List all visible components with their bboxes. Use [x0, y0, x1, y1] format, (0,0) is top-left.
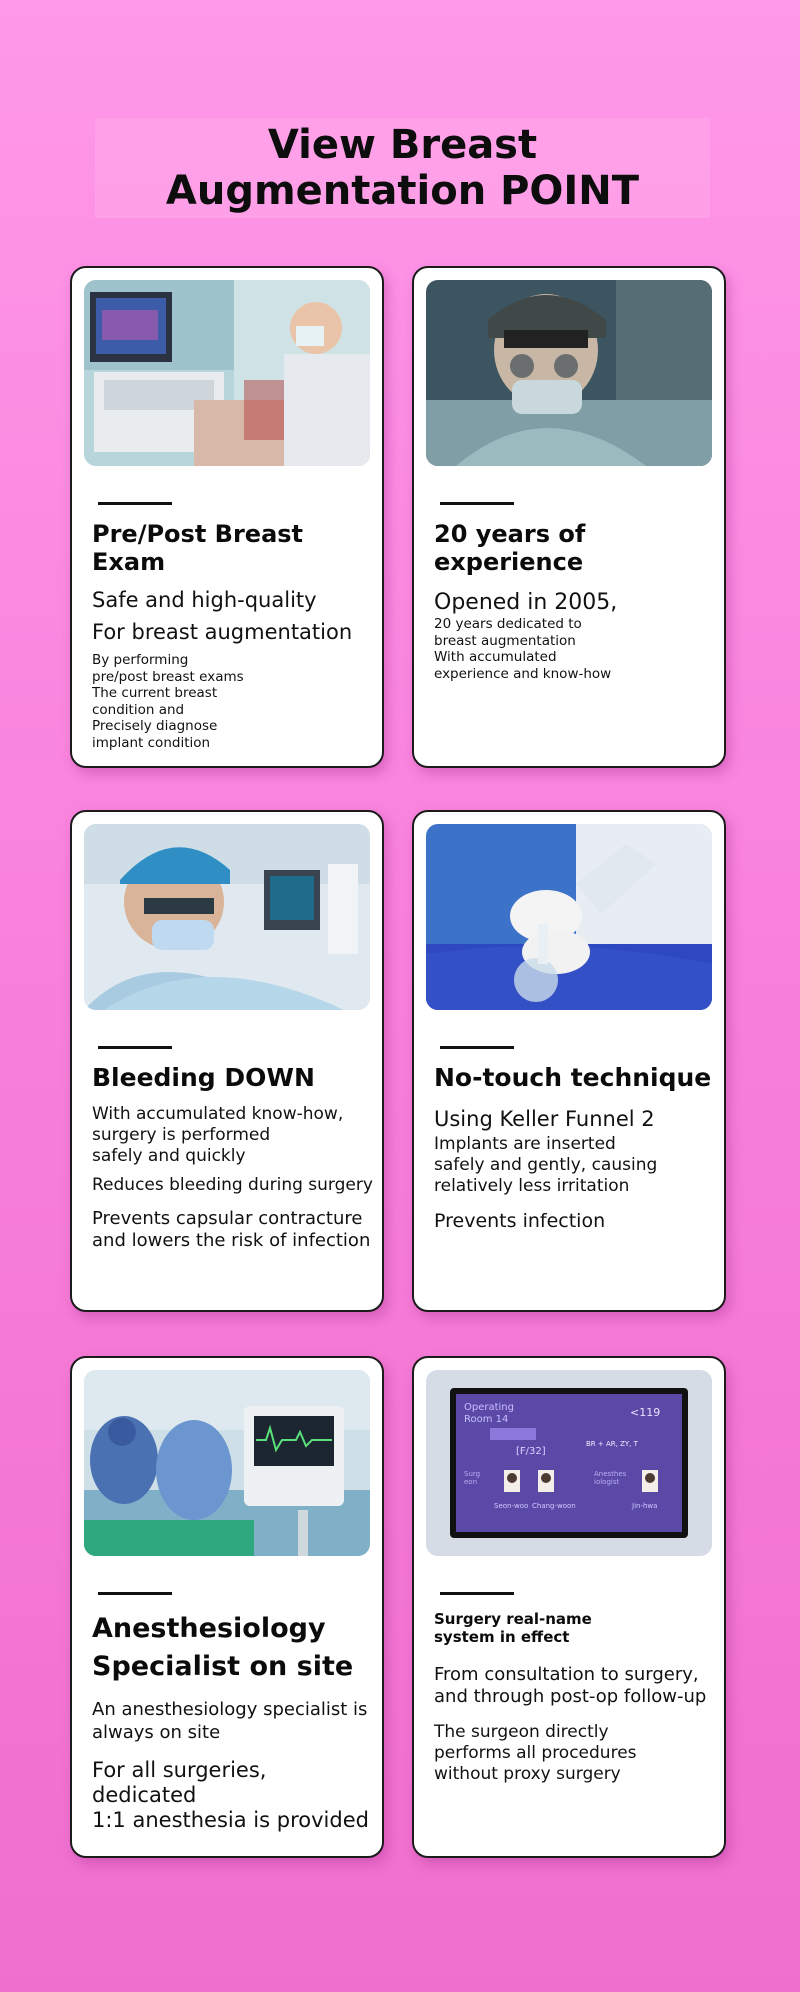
- paragraph-line: With accumulated know-how,: [92, 1104, 344, 1124]
- card-detail: [92, 652, 376, 751]
- paragraph-line: safely and gently, causing: [434, 1155, 658, 1175]
- anesthesia-monitor-photo: [84, 1370, 370, 1556]
- heading-line: Surgery real-name: [434, 1610, 592, 1628]
- card-subtitle: Using Keller Funnel 2: [434, 1107, 655, 1131]
- paragraph-line: An anesthesiology specialist is: [92, 1699, 368, 1720]
- detail-line: By performing: [92, 652, 189, 668]
- surgeon-headlight-photo: [426, 280, 712, 466]
- card-bleeding-down: [70, 810, 384, 1312]
- card-heading: Bleeding DOWN: [92, 1063, 315, 1092]
- paragraph-line: Prevents capsular contracture: [92, 1208, 363, 1229]
- screen-label: Surg: [464, 1470, 481, 1478]
- paragraph-line: The surgeon directly: [434, 1722, 609, 1742]
- keller-funnel-photo: [426, 824, 712, 1010]
- detail-line: implant condition: [92, 734, 211, 751]
- card-content: [92, 1610, 376, 1833]
- card-paragraph: [92, 1208, 376, 1252]
- ultrasound-exam-photo: [84, 280, 370, 466]
- card-content: [434, 520, 718, 682]
- operating-room-screen-photo: [426, 1370, 712, 1556]
- card-anesthesiology: [70, 1356, 384, 1858]
- detail-line: The current breast: [92, 685, 218, 701]
- heading-line: Anesthesiology: [92, 1613, 326, 1644]
- screen-procedure: BR + AR, ZY, T: [586, 1440, 638, 1448]
- paragraph-line: safely and quickly: [92, 1146, 246, 1166]
- detail-line: breast augmentation: [434, 632, 576, 649]
- detail-line: experience and know-how: [434, 665, 612, 682]
- paragraph-line: and through post-op follow-up: [434, 1686, 707, 1707]
- card-no-touch: [412, 810, 726, 1312]
- detail-line: 20 years dedicated to: [434, 616, 582, 632]
- paragraph-line: For all surgeries, dedicated: [92, 1758, 267, 1807]
- screen-room-label: Operating: [464, 1402, 514, 1413]
- card-heading: [434, 1610, 718, 1646]
- card-detail: [434, 616, 718, 682]
- screen-code: [F/32]: [516, 1446, 546, 1457]
- card-content: [434, 1064, 718, 1233]
- subtitle-line: Safe and high-quality: [92, 588, 317, 612]
- heading-line: Specialist on site: [92, 1651, 354, 1682]
- title-line-1: View Breast: [267, 122, 538, 168]
- card-paragraph: [434, 1134, 718, 1197]
- screen-name: Jin-hwa: [632, 1502, 658, 1510]
- paragraph-line: 1:1 anesthesia is provided: [92, 1808, 369, 1832]
- detail-line: Precisely diagnose: [92, 718, 218, 734]
- screen-label: Anesthes: [594, 1470, 627, 1478]
- card-real-name-system: [412, 1356, 726, 1858]
- paragraph-line: and lowers the risk of infection: [92, 1230, 371, 1251]
- screen-name: Seon-woo: [494, 1502, 529, 1510]
- detail-line: condition and: [92, 701, 185, 718]
- card-paragraph: Prevents infection: [434, 1210, 606, 1232]
- detail-line: With accumulated: [434, 649, 557, 665]
- divider: [98, 1592, 172, 1595]
- card-heading: Pre/Post Breast Exam: [92, 520, 304, 576]
- paragraph-line: relatively less irritation: [434, 1176, 630, 1196]
- card-content: [92, 1064, 376, 1252]
- paragraph-line: surgery is performed: [92, 1125, 271, 1145]
- paragraph-line: performs all procedures: [434, 1743, 637, 1763]
- card-paragraph: [92, 1104, 376, 1167]
- paragraph-line: without proxy surgery: [434, 1764, 621, 1784]
- paragraph-line: Implants are inserted: [434, 1134, 616, 1154]
- heading-line: system in effect: [434, 1628, 570, 1646]
- paragraph-line: always on site: [92, 1722, 221, 1743]
- card-content: [434, 1610, 718, 1785]
- title-line-2: Augmentation POINT: [165, 168, 640, 214]
- detail-line: pre/post breast exams: [92, 668, 244, 685]
- card-paragraph: [434, 1664, 718, 1708]
- card-content: [92, 520, 376, 751]
- paragraph-line: From consultation to surgery,: [434, 1664, 699, 1685]
- screen-label: iologist: [594, 1478, 620, 1486]
- divider: [98, 1046, 172, 1049]
- divider: [98, 502, 172, 505]
- card-breast-exam: [70, 266, 384, 768]
- screen-label: eon: [464, 1478, 478, 1486]
- page-title: [166, 122, 639, 214]
- divider: [440, 502, 514, 505]
- card-heading: No-touch technique: [434, 1063, 712, 1092]
- title-banner: [95, 118, 710, 218]
- card-paragraph: [92, 1698, 376, 1744]
- divider: [440, 1592, 514, 1595]
- card-paragraph: [92, 1758, 376, 1833]
- surgeon-operating-photo: [84, 824, 370, 1010]
- screen-room-label: Room 14: [464, 1414, 509, 1425]
- card-heading: [92, 1610, 376, 1686]
- screen-name: Chang-woon: [532, 1502, 576, 1510]
- card-subtitle: Opened in 2005,: [434, 590, 618, 615]
- card-paragraph: [434, 1722, 718, 1785]
- card-experience: [412, 266, 726, 768]
- divider: [440, 1046, 514, 1049]
- card-heading: 20 years of experience: [434, 520, 586, 576]
- screen-number: <119: [630, 1406, 661, 1419]
- card-subtitle: [92, 586, 376, 646]
- paragraph-line: Reduces bleeding during surgery: [92, 1175, 373, 1195]
- card-paragraph: [92, 1175, 376, 1196]
- subtitle-line: For breast augmentation: [92, 620, 353, 644]
